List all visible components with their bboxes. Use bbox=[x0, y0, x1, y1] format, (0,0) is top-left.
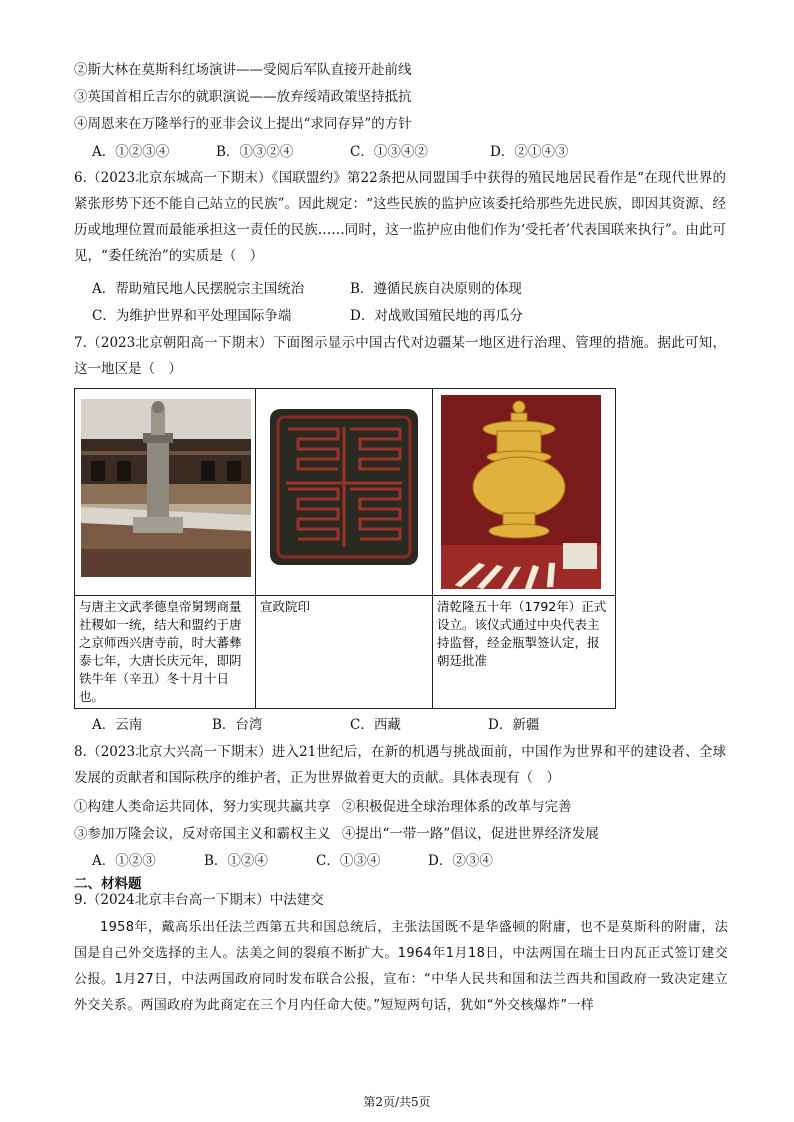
q7-stem: 7.（2023北京朝阳高一下期末）下面图示显示中国古代对边疆某一地区进行治理、管理的措施。据此可知，这一地区是（ ） bbox=[74, 335, 726, 377]
q7-option-c: C．西藏 bbox=[350, 717, 401, 733]
section-title-material: 二、材料题 bbox=[74, 876, 142, 892]
q5-option-b: B．①③②④ bbox=[216, 144, 294, 160]
q5-item-3: ③英国首相丘吉尔的就职演说——放弃绥靖政策坚持抵抗 bbox=[74, 89, 412, 105]
q7-option-a: A．云南 bbox=[92, 717, 143, 733]
q5-option-d: D．②①④③ bbox=[490, 144, 569, 160]
q7-caption-2: 宣政院印 bbox=[256, 596, 433, 709]
q7-image-cell-3 bbox=[433, 389, 616, 596]
q5-item-2: ②斯大林在莫斯科红场演讲——受阅后军队直接开赴前线 bbox=[74, 62, 412, 78]
q7-caption-3: 清乾隆五十年（1792年）正式设立。该仪式通过中央代表主持监督，经金瓶掣签认定，报朝廷批准 bbox=[433, 596, 616, 709]
q9-stem: 9.（2024北京丰台高一下期末）中法建交 bbox=[74, 892, 324, 908]
q5-option-c: C．①③④② bbox=[350, 144, 428, 160]
q8-option-a: A．①②③ bbox=[92, 853, 156, 869]
q7-image-cell-2 bbox=[256, 389, 433, 596]
q9-material: 1958年，戴高乐出任法兰西第五共和国总统后，主张法国既不是华盛顿的附庸，也不是莫斯科的附庸，法国是自己外交选择的主人。法美之间的裂痕不断扩大。1964年1月18日，中法两国在瑞士日内瓦正式签订建交公报。1月27日，中法两国政府同时发布联合公报，宣布：“中华人民共和国和法兰西共和国政府一致决定建立外交关系。两国政府为此商定在三个月内任命大使。”短短两句话，犹如“外交核爆炸”一样 bbox=[74, 920, 728, 1013]
q7-caption-1: 与唐主文武孝德皇帝舅甥商量社稷如一统，结大和盟约于唐之京师西兴唐寺前，时大蕃彝泰七年，大唐长庆元年，即阴铁牛年（辛丑）冬十月十日也。 bbox=[75, 596, 256, 709]
q8-item-3: ③参加万隆会议，反对帝国主义和霸权主义 bbox=[74, 826, 331, 842]
q8-item-1: ①构建人类命运共同体，努力实现共赢共享 bbox=[74, 799, 331, 815]
q8-item-4: ④提出“一带一路”倡议，促进世界经济发展 bbox=[342, 826, 599, 842]
q8-option-c: C．①③④ bbox=[316, 853, 381, 869]
q7-image-table bbox=[74, 388, 616, 709]
q7-options bbox=[92, 715, 539, 735]
q7-option-d: D．新疆 bbox=[488, 717, 540, 733]
q8-option-b: B．①②④ bbox=[204, 853, 268, 869]
page-footer: 第2页/共5页 bbox=[363, 1095, 431, 1109]
q5-option-a: A．①②③④ bbox=[92, 144, 170, 160]
q6-options bbox=[92, 275, 692, 329]
q7-option-b: B．台湾 bbox=[212, 717, 263, 733]
q6-option-b: B．遵循民族自决原则的体现 bbox=[350, 280, 522, 297]
q8-option-d: D．②③④ bbox=[428, 853, 493, 869]
q5-options bbox=[92, 142, 568, 162]
q8-stem: 8.（2023北京大兴高一下期末）进入21世纪后，在新的机遇与挑战面前，中国作为世界和平的建设者、全球发展的贡献者和国际秩序的维护者，正为世界做着更大的贡献。具体表现有（ ） bbox=[74, 744, 726, 786]
q8-items-row-2 bbox=[74, 824, 599, 844]
q6-option-c: C．为维护世界和平处理国际争端 bbox=[92, 307, 292, 324]
q8-options bbox=[92, 851, 493, 871]
q5-item-4: ④周恩来在万隆举行的亚非会议上提出“求同存异”的方针 bbox=[74, 116, 412, 132]
q6-stem: 6.（2023北京东城高一下期末）《国联盟约》第22条把从同盟国手中获得的殖民地居民看作是“在现代世界的紧张形势下还不能自己站立的民族”。因此规定：“这些民族的监护应该委托给那些先进民族，即因其资源、经历或地理位置而最能承担这一责任的民族……同时，这一监护应由他们作为‘受托者’代表国联来执行”。由此可见，“委任统治”的实质是（ ） bbox=[74, 170, 726, 264]
q6-option-a: A．帮助殖民地人民摆脱宗主国统治 bbox=[92, 280, 305, 297]
q8-item-2: ②积极促进全球治理体系的改革与完善 bbox=[342, 799, 572, 815]
tang-tibet-alliance-stele-image bbox=[81, 399, 251, 577]
q8-items-row-1 bbox=[74, 797, 572, 817]
q6-option-d: D．对战败国殖民地的再瓜分 bbox=[350, 307, 523, 324]
golden-urn-image bbox=[441, 395, 601, 589]
xuanzheng-yuan-seal-image bbox=[268, 407, 420, 567]
q7-image-cell-1 bbox=[75, 389, 256, 596]
